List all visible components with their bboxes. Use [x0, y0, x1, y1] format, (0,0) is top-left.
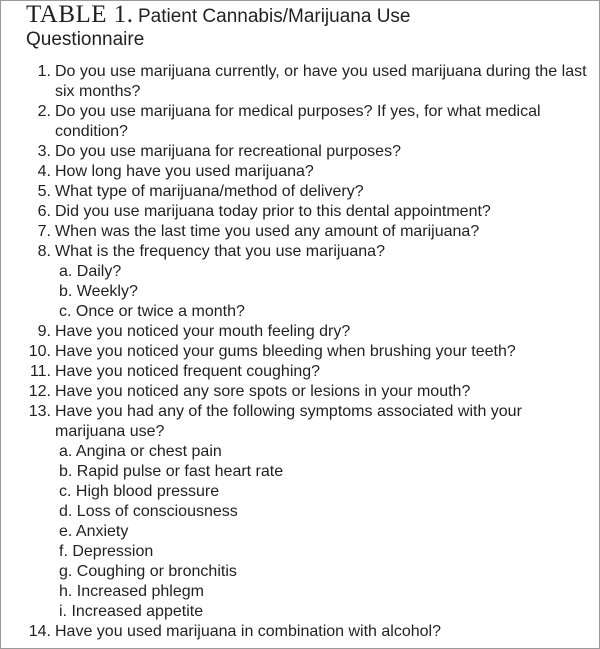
- question-text: Have you had any of the following symptoms associated with your marijuana use?: [55, 403, 522, 440]
- question-text: Have you noticed your gums bleeding when brushing your teeth?: [55, 343, 516, 360]
- question-number: 14.: [28, 623, 51, 640]
- question-number: 5.: [37, 183, 51, 200]
- option-text: d. Loss of consciousness: [59, 503, 238, 520]
- question-5: [1, 182, 600, 202]
- option-text: i. Increased appetite: [59, 603, 204, 620]
- option-text: b. Weekly?: [59, 283, 138, 300]
- symptom-option: [1, 562, 600, 582]
- option-text: a. Angina or chest pain: [59, 443, 222, 460]
- question-number: 3.: [37, 143, 51, 160]
- symptom-option: [1, 542, 600, 562]
- question-text: Have you noticed your mouth feeling dry?: [55, 323, 351, 340]
- question-11: [1, 362, 600, 382]
- symptom-option: [1, 602, 600, 622]
- question-text: Do you use marijuana for recreational purposes?: [55, 143, 401, 160]
- option-text: c. High blood pressure: [59, 483, 220, 500]
- frequency-option: [1, 282, 600, 302]
- question-text: How long have you used marijuana?: [55, 163, 314, 180]
- question-9: [1, 322, 600, 342]
- question-2: [1, 102, 600, 142]
- table-label: TABLE 1.: [26, 1, 134, 28]
- question-14: [1, 622, 600, 642]
- symptom-option: [1, 482, 600, 502]
- symptom-option: [1, 582, 600, 602]
- question-number: 6.: [37, 203, 51, 220]
- symptom-option: [1, 522, 600, 542]
- table-title-line2: Questionnaire: [26, 29, 145, 50]
- question-text: What is the frequency that you use marijuana?: [55, 243, 385, 260]
- question-text: What type of marijuana/method of delivery?: [55, 183, 364, 200]
- option-text: c. Once or twice a month?: [59, 303, 245, 320]
- question-7: [1, 222, 600, 242]
- question-text: Do you use marijuana for medical purposes? If yes, for what medical condition?: [55, 103, 541, 140]
- question-1: [1, 62, 600, 102]
- question-text: Have you noticed frequent coughing?: [55, 363, 321, 380]
- question-3: [1, 142, 600, 162]
- option-text: e. Anxiety: [59, 523, 129, 540]
- question-text: Do you use marijuana currently, or have you used marijuana during the last six months?: [55, 63, 587, 100]
- option-text: g. Coughing or bronchitis: [59, 563, 237, 580]
- question-number: 12.: [28, 383, 51, 400]
- option-text: a. Daily?: [59, 263, 122, 280]
- question-number: 8.: [37, 243, 51, 260]
- question-number: 7.: [37, 223, 51, 240]
- option-text: f. Depression: [59, 543, 154, 560]
- question-text: Have you noticed any sore spots or lesions in your mouth?: [55, 383, 471, 400]
- question-number: 11.: [29, 363, 51, 380]
- option-text: h. Increased phlegm: [59, 583, 204, 600]
- question-6: [1, 202, 600, 222]
- frequency-option: [1, 302, 600, 322]
- option-text: b. Rapid pulse or fast heart rate: [59, 463, 284, 480]
- question-number: 13.: [28, 403, 51, 420]
- question-text: Did you use marijuana today prior to this dental appointment?: [55, 203, 491, 220]
- question-number: 2.: [37, 103, 51, 120]
- question-text: When was the last time you used any amount of marijuana?: [55, 223, 480, 240]
- symptom-option: [1, 442, 600, 462]
- symptom-option: [1, 502, 600, 522]
- question-4: [1, 162, 600, 182]
- table-title: [26, 3, 586, 30]
- table-title-text: Patient Cannabis/Marijuana Use: [138, 6, 411, 27]
- question-number: 4.: [37, 163, 51, 180]
- question-text: Have you used marijuana in combination with alcohol?: [55, 623, 441, 640]
- question-13: [1, 402, 600, 442]
- question-number: 1.: [37, 63, 51, 80]
- question-8: [1, 242, 600, 262]
- question-10: [1, 342, 600, 362]
- question-12: [1, 382, 600, 402]
- question-number: 10.: [28, 343, 51, 360]
- frequency-option: [1, 262, 600, 282]
- question-number: 9.: [37, 323, 51, 340]
- symptom-option: [1, 462, 600, 482]
- questionnaire-list: [1, 62, 600, 642]
